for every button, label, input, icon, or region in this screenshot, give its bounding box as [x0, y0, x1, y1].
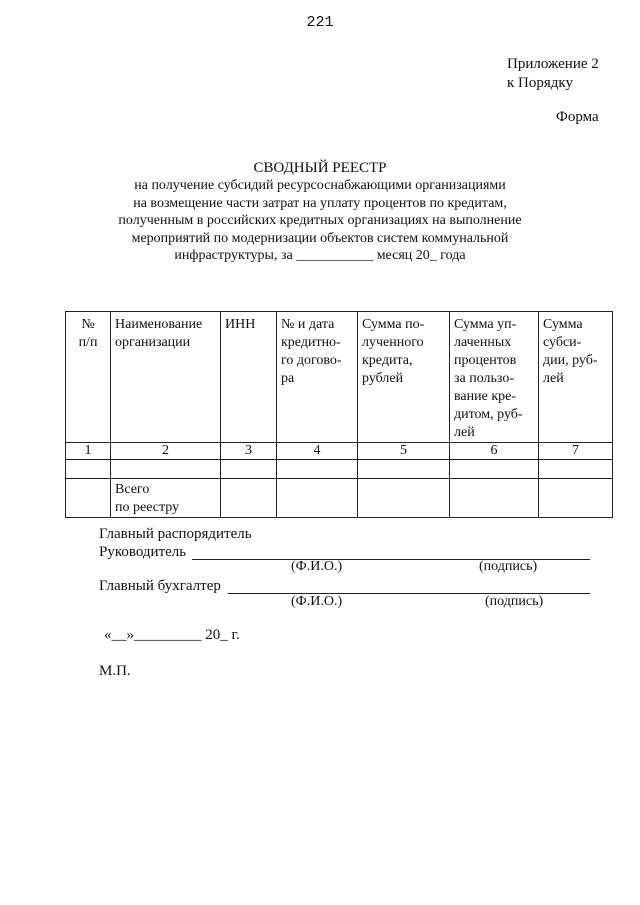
table-cell	[66, 479, 111, 518]
annex-line-2: к Порядку	[507, 75, 573, 91]
head-label: Руководитель	[99, 544, 187, 560]
header-cell-interest-paid: Сумма уп- лаченных процентов за пользо- вание кре- дитом, руб- лей	[450, 312, 539, 443]
table-cell	[358, 479, 450, 518]
title-line: мероприятий по модернизации объектов систем коммунальной	[131, 231, 509, 246]
title-line: полученным в российских кредитных организациях на выполнение	[118, 213, 522, 228]
column-number: 5	[358, 443, 450, 460]
column-number: 1	[66, 443, 111, 460]
table-cell	[450, 479, 539, 518]
header-cell-inn: ИНН	[221, 312, 277, 443]
annex-line-1: Приложение 2	[507, 56, 599, 72]
header-cell-contract: № и дата кредитно- го догово- ра	[277, 312, 358, 443]
table-cell	[450, 460, 539, 479]
table-row-empty	[66, 460, 613, 479]
table-cell	[221, 460, 277, 479]
document-title: СВОДНЫЙ РЕЕСТР	[253, 160, 387, 176]
table-cell	[66, 460, 111, 479]
table-cell	[539, 460, 613, 479]
table-cell	[358, 460, 450, 479]
total-label: Всего по реестру	[111, 479, 221, 518]
column-number: 2	[111, 443, 221, 460]
head-signature-caption: (подпись)	[479, 559, 538, 574]
registry-table	[65, 311, 613, 518]
title-line: на получение субсидий ресурсоснабжающими организациями	[134, 178, 506, 193]
form-label: Форма	[556, 109, 599, 125]
table-cell	[277, 460, 358, 479]
header-cell-organization: Наименование организации	[111, 312, 221, 443]
table-cell	[277, 479, 358, 518]
chief-manager-label: Главный распорядитель	[99, 526, 252, 542]
column-number-row	[66, 443, 613, 460]
table-header-row	[66, 312, 613, 443]
title-line: инфраструктуры, за ___________ месяц 20_ года	[174, 248, 466, 263]
head-fio-caption: (Ф.И.О.)	[291, 559, 343, 574]
table-cell	[221, 479, 277, 518]
column-number: 6	[450, 443, 539, 460]
accountant-fio-caption: (Ф.И.О.)	[291, 594, 343, 609]
table-cell	[539, 479, 613, 518]
title-line: на возмещение части затрат на уплату процентов по кредитам,	[133, 196, 507, 211]
header-cell-number: № п/п	[66, 312, 111, 443]
column-number: 4	[277, 443, 358, 460]
accountant-label: Главный бухгалтер	[99, 578, 221, 594]
total-row	[66, 479, 613, 518]
column-number: 7	[539, 443, 613, 460]
date-field: «__»_________ 20_ г.	[104, 627, 240, 643]
accountant-signature-caption: (подпись)	[485, 594, 544, 609]
header-cell-loan-amount: Сумма по- лученного кредита, рублей	[358, 312, 450, 443]
stamp-place: М.П.	[99, 663, 131, 679]
column-number: 3	[221, 443, 277, 460]
header-cell-subsidy: Сумма субси- дии, руб- лей	[539, 312, 613, 443]
page-number: 221	[306, 14, 334, 31]
table-cell	[111, 460, 221, 479]
